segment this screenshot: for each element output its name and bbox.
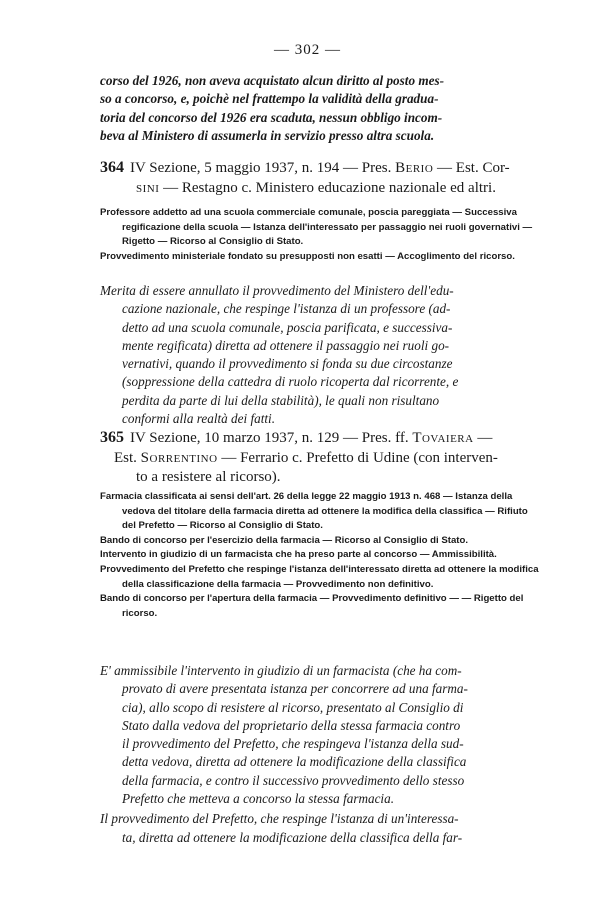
text-line: ta, diretta ad ottenere la modificazione della classifica della far- bbox=[122, 829, 463, 845]
text-line: (soppressione della cattedra di ruolo ricoperta dal ricorrente, e bbox=[122, 374, 459, 390]
text-line: mente regificata) diretta ad ottenere il passaggio nei ruoli go- bbox=[122, 337, 450, 353]
massima: Farmacia classificata ai sensi dell'art. 26 della legge 22 maggio 1913 n. 468 — Istanza della vedova del titolare della farmacia diretta ad ottenere la modifica della classifica — Rifiuto del Prefetto — Ricorso al Consiglio di Stato. bbox=[100, 491, 528, 532]
text-line: della farmacia, e contro il successivo provvedimento dello stesso bbox=[122, 772, 465, 788]
text-line: detta vedova, diretta ad ottenere la modificazione della classifica bbox=[122, 754, 467, 770]
text-line: Il provvedimento del Prefetto, che respinge l'istanza di un'interessa- bbox=[100, 811, 459, 827]
entry-365-massime bbox=[100, 490, 540, 621]
massima: Bando di concorso per l'apertura della farmacia — Provvedimento definitivo — — Rigetto del ricorso. bbox=[100, 593, 524, 619]
massima: Intervento in giudizio di un farmacista che ha preso parte al concorso — Ammissibilità. bbox=[100, 549, 497, 561]
text-line: Prefetto che metteva a concorso la stessa farmacia. bbox=[122, 791, 394, 807]
entry-365-text bbox=[100, 662, 540, 847]
entry-number: 364 bbox=[100, 159, 124, 176]
massima: Provvedimento del Prefetto che respinge l'istanza dell'interessato diretta ad ottenere la modifica della classificazione della farmacia — Provvedimento non definitivo. bbox=[100, 563, 539, 590]
entry-364-heading bbox=[100, 158, 540, 198]
entry-heading-line: 364 IV Sezione, 5 maggio 1937, n. 194 — Pres. Berio — Est. Cor- bbox=[100, 159, 510, 176]
text-line: conformi alla realtà dei fatti. bbox=[122, 411, 275, 427]
text-line: provato di avere presentata istanza per concorrere ad una farma- bbox=[122, 681, 468, 697]
entry-heading-line: to a resistere al ricorso). bbox=[136, 469, 281, 485]
entry-365-heading bbox=[100, 428, 540, 488]
entry-364-text bbox=[100, 282, 540, 428]
intro-line: so a concorso, e, poichè nel frattempo la validità della gradua- bbox=[100, 91, 439, 107]
entry-heading-line: Est. Sorrentino — Ferrario c. Prefetto di Udine (con interven- bbox=[114, 449, 498, 466]
text-line: perdita da parte di lui della stabilità), le quali non risultano bbox=[122, 392, 440, 408]
page-number: — 302 — bbox=[274, 42, 341, 58]
text-line: cia), allo scopo di resistere al ricorso, presentato al Consiglio di bbox=[122, 699, 464, 715]
intro-line: corso del 1926, non aveva acquistato alcun diritto al posto mes- bbox=[100, 73, 444, 88]
entry-heading-line: sini — Restagno c. Ministero educazione nazionale ed altri. bbox=[136, 179, 496, 196]
intro-line: toria del concorso del 1926 era scaduta, nessun obbligo incom- bbox=[100, 109, 443, 125]
intro-line: beva al Ministero di assumerla in servizio presso altra scuola. bbox=[100, 127, 435, 143]
text-line: Merita di essere annullato il provvedimento del Ministero dell'edu- bbox=[100, 283, 454, 298]
entry-heading-line: 365 IV Sezione, 10 marzo 1937, n. 129 — Pres. ff. Tovaiera — bbox=[100, 429, 493, 446]
text-line: detto ad una scuola comunale, poscia parificata, e successiva- bbox=[122, 319, 453, 335]
intro-paragraph bbox=[100, 72, 538, 145]
text-line: E' ammissibile l'intervento in giudizio di un farmacista (che ha com- bbox=[100, 663, 462, 678]
entry-number: 365 bbox=[100, 429, 124, 446]
text-line: il provvedimento del Prefetto, che respingeva l'istanza della sud- bbox=[122, 736, 464, 752]
text-line: cazione nazionale, che respinge l'istanza di un professore (ad- bbox=[122, 301, 451, 317]
massima: Bando di concorso per l'esercizio della farmacia — Ricorso al Consiglio di Stato. bbox=[100, 534, 468, 546]
entry-364-massime bbox=[100, 206, 540, 264]
massima: Professore addetto ad una scuola commerciale comunale, poscia pareggiata — Successiva regificazione della scuola — Istanza dell'interessato per passaggio nei ruoli governativi — Rigetto — Ricorso al Consiglio di Stato. bbox=[100, 207, 533, 248]
text-line: vernativi, quando il provvedimento si fonda su due circostanze bbox=[122, 356, 453, 372]
text-line: Stato dalla vedova del proprietario della stessa farmacia contro bbox=[122, 717, 461, 733]
massima: Provvedimento ministeriale fondato su presupposti non esatti — Accoglimento del ricorso. bbox=[100, 250, 515, 262]
